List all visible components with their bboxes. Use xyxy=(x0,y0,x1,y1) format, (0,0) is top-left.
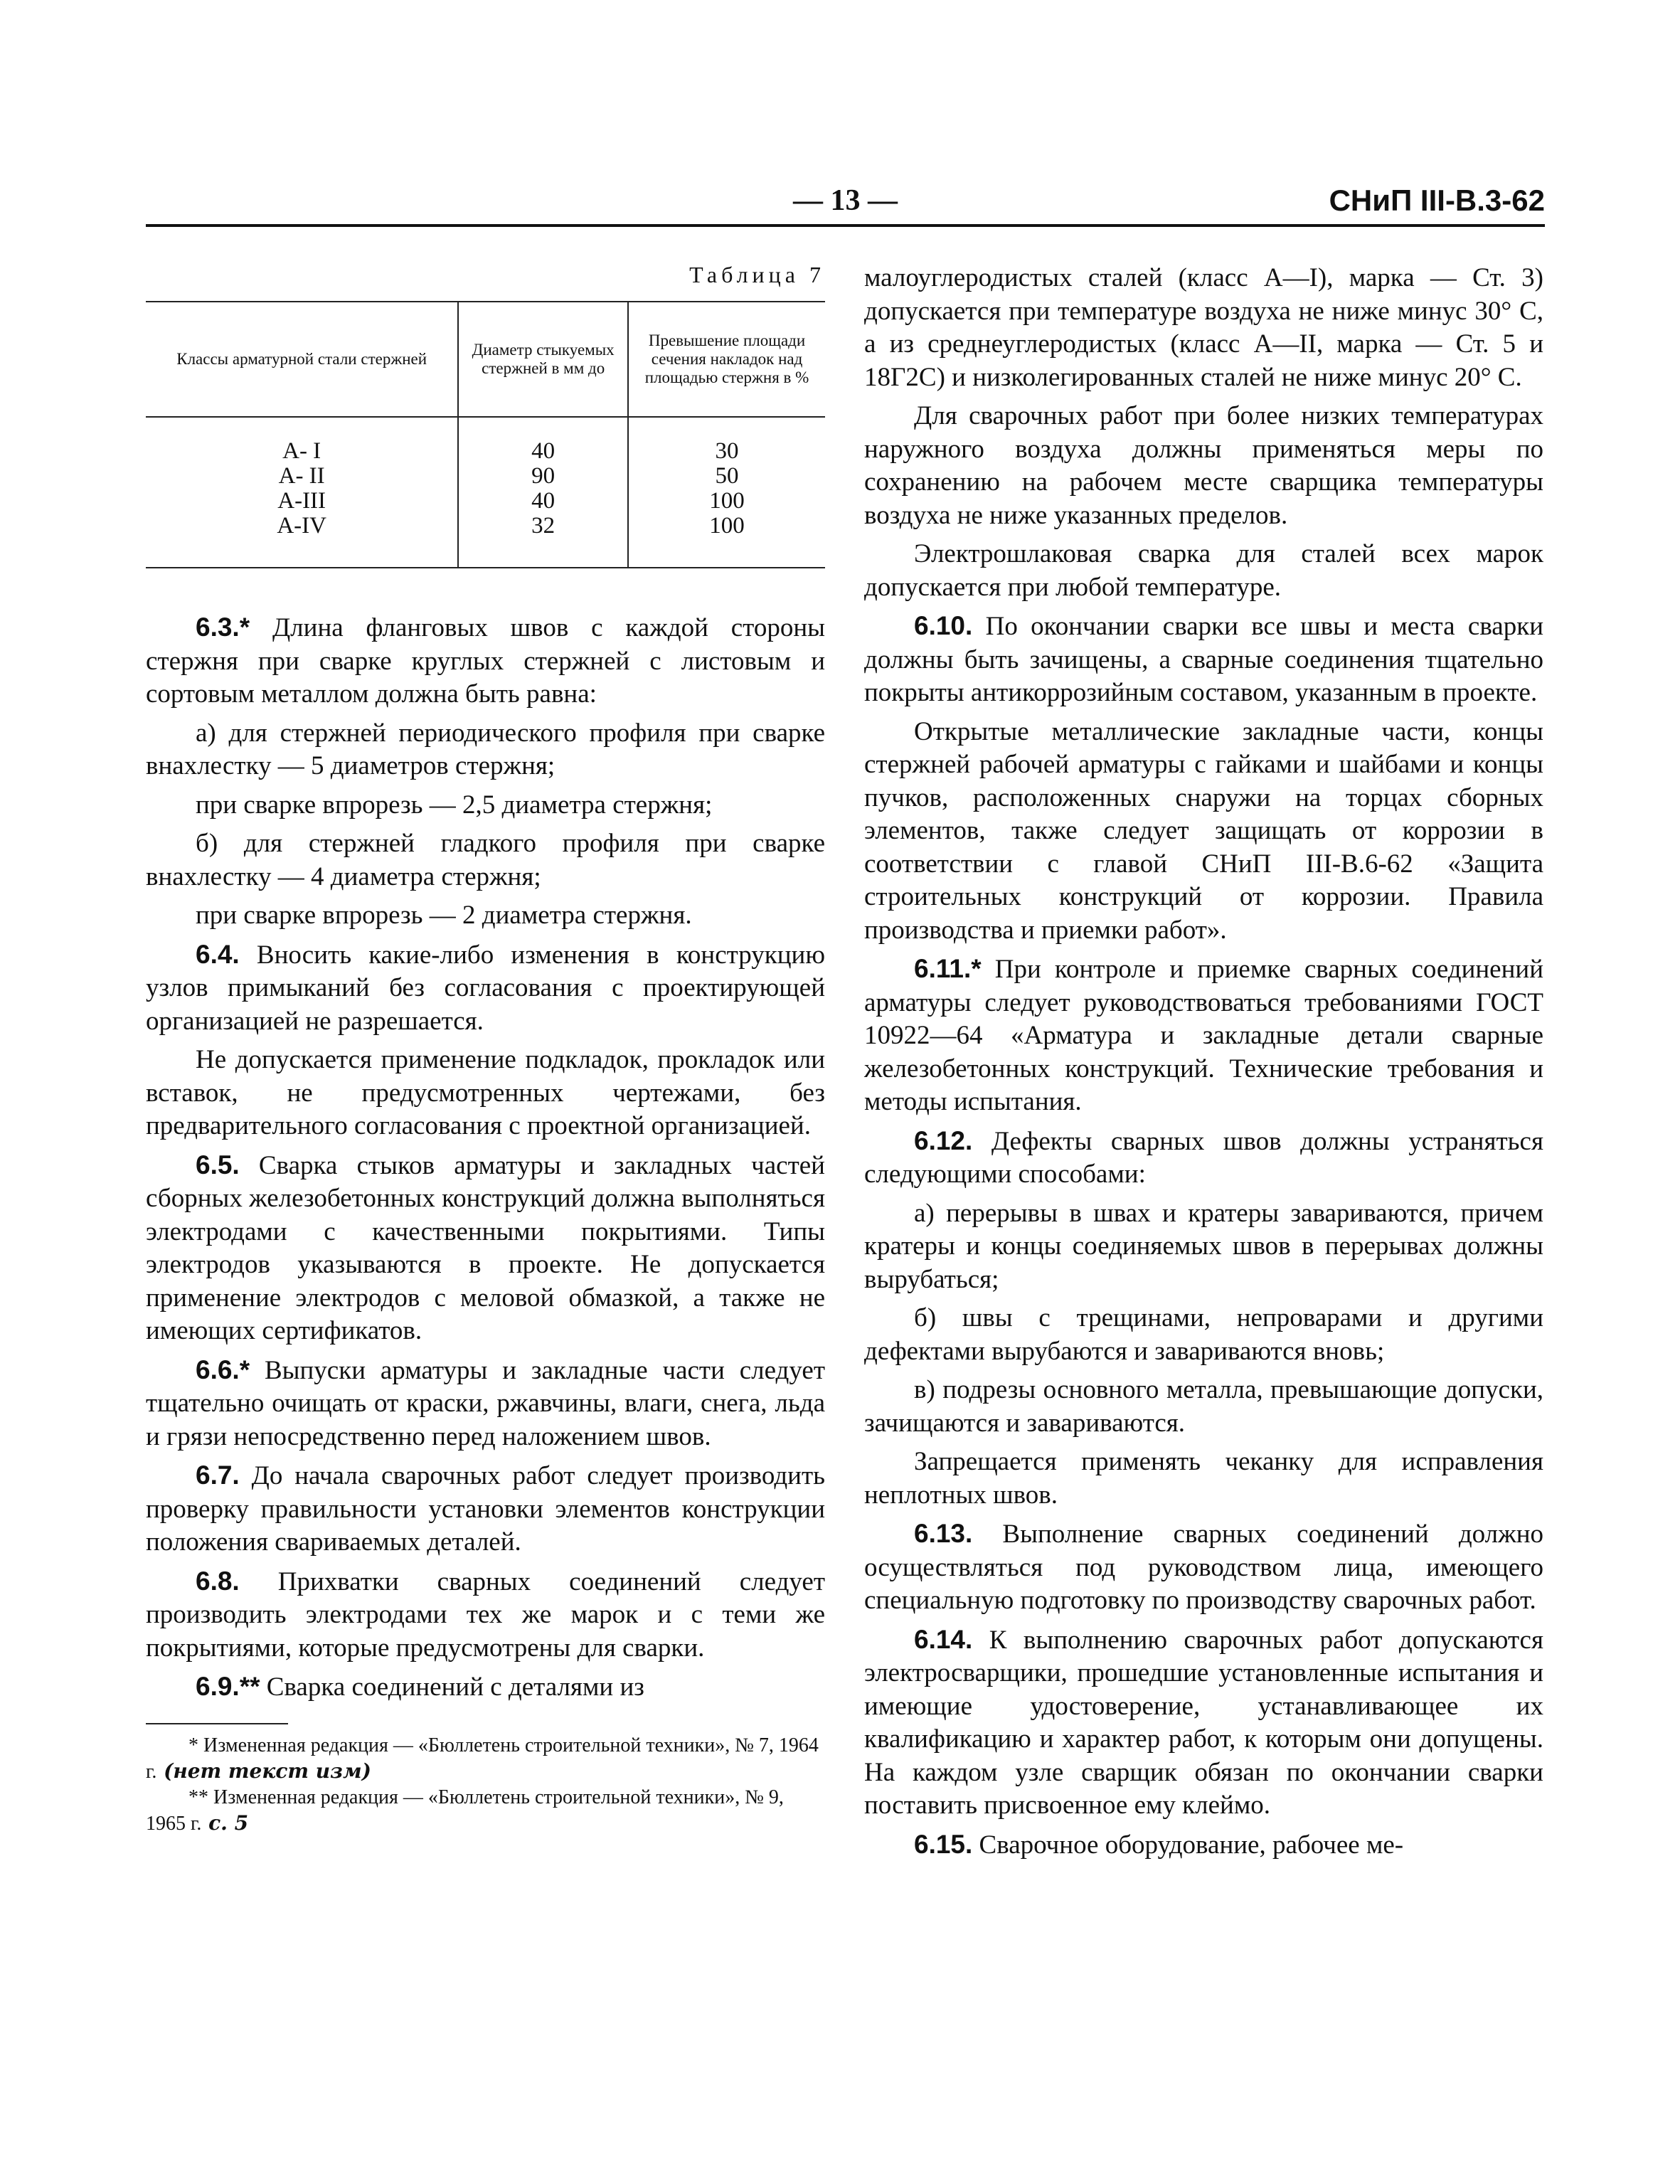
page-number: — 13 — xyxy=(793,184,898,217)
table-cell: 90 xyxy=(458,464,628,489)
clause-number: 6.12. xyxy=(914,1125,973,1155)
paragraph-text: Прихватки сварных соединений следует производить электродами тех же марок и с теми же покрытиями, которые предусмотрены для сварки. xyxy=(146,1567,825,1663)
table-cell: A- I xyxy=(146,417,458,464)
paragraph xyxy=(864,610,1543,710)
paragraph xyxy=(146,938,825,1039)
paragraph-text: Для сварочных работ при более низких температурах наружного воздуха должны применяться меры по сохранению на рабочем месте сварщика температуры воздуха не ниже указанных пределов. xyxy=(864,401,1543,530)
clause-number: 6.10. xyxy=(914,611,973,640)
table-cell: 32 xyxy=(458,514,628,568)
left-text xyxy=(146,611,825,1705)
footnote-text: * Измененная редакция — «Бюллетень строительной техники», № 7, 1964 г. xyxy=(146,1734,819,1783)
clause-number: 6.9.** xyxy=(196,1672,260,1701)
paragraph xyxy=(864,1302,1543,1368)
paragraph xyxy=(146,1354,825,1454)
paragraph-text: Не допускается применение подкладок, прокладок или вставок, не предусмотренных чертежами, без предварительного согласования с проектной организацией. xyxy=(146,1045,825,1140)
paragraph xyxy=(864,1828,1543,1862)
footnote-rule xyxy=(146,1723,288,1724)
table-row xyxy=(146,464,825,489)
paragraph xyxy=(146,1670,825,1705)
clause-number: 6.15. xyxy=(914,1829,973,1859)
paragraph xyxy=(864,1197,1543,1297)
paragraph-text: Выполнение сварных соединений должно осуществляться под руководством лица, имеющего специальную подготовку по производству сварочных работ. xyxy=(864,1520,1543,1615)
paragraph-text: Электрошлаковая сварка для сталей всех марок допускается при любой температуре. xyxy=(864,539,1543,602)
table-row xyxy=(146,514,825,568)
paragraph-text: При контроле и приемке сварных соединений арматуры следует руководствоваться требованиями ГОСТ 10922—64 «Арматура и закладные детали сварные железобетонных конструкций. Технические требования и методы испытания. xyxy=(864,955,1543,1116)
table-cell: 30 xyxy=(628,417,825,464)
left-column xyxy=(146,262,825,1837)
paragraph xyxy=(864,1623,1543,1823)
footnotes xyxy=(146,1733,825,1837)
document-code: СНиП III-В.3-62 xyxy=(1329,184,1545,217)
paragraph xyxy=(146,1565,825,1665)
paragraph-text: малоуглеродистых сталей (класс А—I), марка — Ст. 3) допускается при температуре воздуха не ниже минус 30° С, а из среднеуглеродистых (класс А—II, марка — Ст. 5 и 18Г2С) и низколегированных сталей не ниже минус 20° С. xyxy=(864,263,1543,392)
paragraph xyxy=(864,716,1543,948)
footnote xyxy=(146,1785,825,1837)
clause-number: 6.13. xyxy=(914,1519,973,1548)
paragraph-text: Дефекты сварных швов должны устраняться следующими способами: xyxy=(864,1126,1543,1189)
table-header-excess: Превышение площади сечения накладок над площадью стержня в % xyxy=(628,302,825,417)
paragraph xyxy=(146,611,825,711)
paragraph-text: К выполнению сварочных работ допускаются электросварщики, прошедшие установленные испытания и имеющие удостоверение, устанавливающее их квалификацию и характер работ, к которым они допущены. На каждом узле сварщик обязан по окончании сварки поставить присвоенное ему клеймо. xyxy=(864,1625,1543,1820)
table-7 xyxy=(146,301,825,568)
table-cell: A-IV xyxy=(146,514,458,568)
table-header-diameter: Диаметр стыкуемых стержней в мм до xyxy=(458,302,628,417)
paragraph-text: Сварка соединений с деталями из xyxy=(260,1673,644,1702)
paragraph-text: Длина фланговых швов с каждой стороны стержня при сварке круглых стержней с листовым и сортовым металлом должна быть равна: xyxy=(146,613,825,709)
paragraph xyxy=(146,1459,825,1559)
header-rule xyxy=(146,224,1545,227)
table-cell: 50 xyxy=(628,464,825,489)
paragraph-text: в) подрезы основного металла, превышающие допуски, зачищаются и завариваются. xyxy=(864,1375,1543,1438)
clause-number: 6.6.* xyxy=(196,1355,250,1384)
paragraph xyxy=(146,827,825,894)
table-caption: Таблица 7 xyxy=(689,262,825,287)
table-header-class: Классы арматурной стали стержней xyxy=(146,302,458,417)
footnote xyxy=(146,1733,825,1785)
paragraph-text: До начала сварочных работ следует производить проверку правильности установки элементов конструкции положения свариваемых деталей. xyxy=(146,1461,825,1557)
paragraph-text: Сварочное оборудование, рабочее ме- xyxy=(972,1830,1404,1860)
paragraph-text: Сварка стыков арматуры и закладных частей сборных железобетонных конструкций должна выполняться электродами с качественными покрытиями. Типы электродов указываются в проекте. Не допускается применение электродов с меловой обмазкой, а также не имеющих сертификатов. xyxy=(146,1150,825,1345)
paragraph xyxy=(864,400,1543,532)
table-cell: 100 xyxy=(628,489,825,514)
table-body xyxy=(146,417,825,568)
clause-number: 6.3.* xyxy=(196,613,250,642)
right-text xyxy=(864,262,1543,1862)
paragraph xyxy=(146,789,825,822)
paragraph xyxy=(864,538,1543,604)
right-column xyxy=(864,262,1543,1867)
paragraph-text: б) для стержней гладкого профиля при сварке внахлестку — 4 диаметра стержня; xyxy=(146,829,825,891)
paragraph xyxy=(864,1517,1543,1618)
paragraph-text: Выпуски арматуры и закладные части следует тщательно очищать от краски, ржавчины, влаги, снега, льда и грязи непосредственно перед наложением швов. xyxy=(146,1355,825,1451)
paragraph xyxy=(146,1044,825,1143)
table-cell: 100 xyxy=(628,514,825,568)
paragraph-text: при сварке впрорезь — 2 диаметра стержня. xyxy=(196,901,692,930)
paragraph-text: б) швы с трещинами, непроварами и другими дефектами вырубаются и завариваются вновь; xyxy=(864,1303,1543,1366)
table-cell: 40 xyxy=(458,489,628,514)
clause-number: 6.11.* xyxy=(914,954,982,983)
paragraph xyxy=(864,1446,1543,1512)
paragraph xyxy=(864,262,1543,394)
paragraph-text: при сварке впрорезь — 2,5 диаметра стержня; xyxy=(196,790,713,820)
table-cell: A-III xyxy=(146,489,458,514)
paragraph xyxy=(146,899,825,933)
paragraph xyxy=(146,1149,825,1348)
page-header xyxy=(146,184,1545,228)
clause-number: 6.7. xyxy=(196,1461,240,1490)
clause-number: 6.8. xyxy=(196,1566,240,1596)
clause-number: 6.5. xyxy=(196,1150,240,1180)
table-row xyxy=(146,417,825,464)
paragraph xyxy=(864,953,1543,1119)
table-cell: 40 xyxy=(458,417,628,464)
clause-number: 6.14. xyxy=(914,1624,973,1654)
paragraph-text: а) перерывы в швах и кратеры завариваются, причем кратеры и концы соединяемых швов в перерывах должны вырубаться; xyxy=(864,1198,1543,1294)
paragraph-text: а) для стержней периодического профиля при сварке внахлестку — 5 диаметров стержня; xyxy=(146,718,825,780)
footnote-text: ** Измененная редакция — «Бюллетень строительной техники», № 9, 1965 г. xyxy=(146,1786,784,1835)
paragraph-text: Вносить какие-либо изменения в конструкцию узлов примыканий без согласования с проектирующей организацией не разрешается. xyxy=(146,940,825,1036)
paragraph-text: Запрещается применять чеканку для исправления неплотных швов. xyxy=(864,1447,1543,1510)
paragraph-text: Открытые металлические закладные части, концы стержней рабочей арматуры с гайками и шайбами и концы пучков, расположенных снаружи на торцах сборных элементов, также следует защищать от коррозии в соответствии с главой СНиП III-В.6-62 «Защита строительных конструкций от коррозии. Правила производства и приемки работ». xyxy=(864,716,1543,945)
clause-number: 6.4. xyxy=(196,939,240,969)
paragraph-text: По окончании сварки все швы и места сварки должны быть зачищены, а сварные соединения тщательно покрыты антикоррозийным составом, указанным в проекте. xyxy=(864,612,1543,707)
table-cell: A- II xyxy=(146,464,458,489)
table-row xyxy=(146,489,825,514)
handwritten-note: (нет текст изм) xyxy=(156,1759,371,1783)
paragraph xyxy=(146,717,825,783)
paragraph xyxy=(864,1374,1543,1440)
paragraph xyxy=(864,1125,1543,1192)
handwritten-note: с. 5 xyxy=(201,1811,249,1835)
